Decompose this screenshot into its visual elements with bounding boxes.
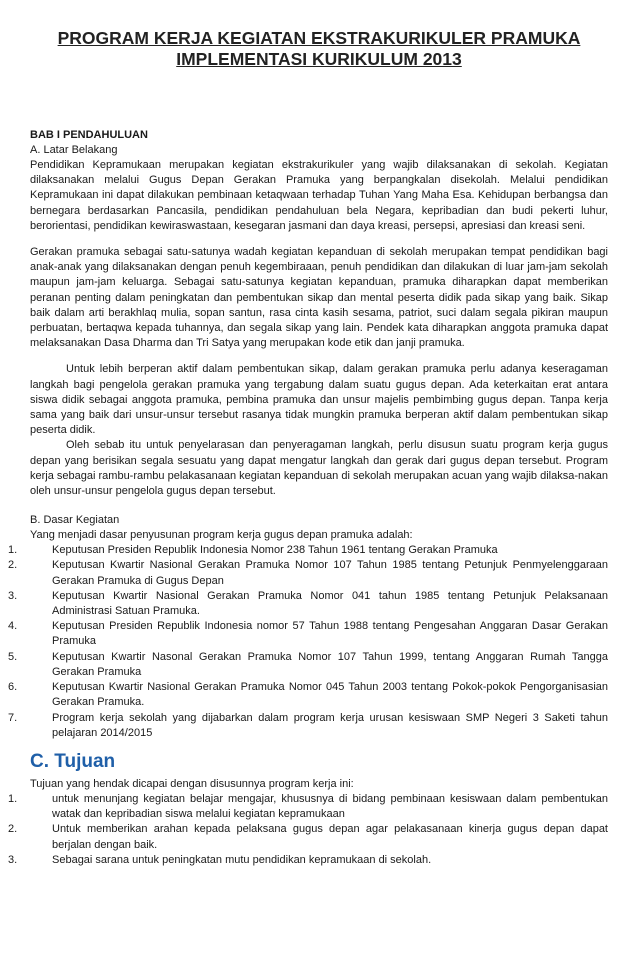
dasar-list <box>8 543 608 741</box>
title-line-1: PROGRAM KERJA KEGIATAN EKSTRAKURIKULER PRAMUKA <box>57 28 581 48</box>
list-item: 7. Program kerja sekolah yang dijabarkan dalam program kerja urusan kesiswaan SMP Negeri 3 Saketi tahun pelajaran 2014/2015 <box>8 711 608 739</box>
list-item: 5. Keputusan Kwartir Nasonal Gerakan Pramuka Nomor 107 Tahun 1999, tentang Anggaran Rumah Tangga Gerakan Pramuka <box>8 650 608 678</box>
section-b-intro: Yang menjadi dasar penyusunan program kerja gugus depan pramuka adalah: <box>30 529 413 542</box>
tujuan-list <box>8 792 608 868</box>
list-item: 2. Keputusan Kwartir Nasional Gerakan Pramuka Nomor 107 Tahun 1985 tentang Petunjuk Penmyelenggaraan Gerakan Pramuka di Gugus Depan <box>8 559 608 587</box>
list-item: 6. Keputusan Kwartir Nasional Gerakan Pramuka Nomor 045 Tahun 2003 tentang Pokok-pokok Pengorganisasian Gerakan Pramuka. <box>8 681 608 709</box>
list-item: 2. Untuk memberikan arahan kepada pelaksana gugus depan agar pelakasanaan kinerja gugus depan dapat berjalan dengan baik. <box>8 823 608 851</box>
section-c-intro: Tujuan yang hendak dicapai dengan disusunnya program kerja ini: <box>30 777 354 790</box>
section-b-heading: B. Dasar Kegiatan <box>30 514 120 527</box>
list-item: 3. Sebagai sarana untuk peningkatan mutu pendidikan kepramukaan di sekolah. <box>8 853 432 866</box>
document-title <box>30 28 608 70</box>
paragraph-3: Untuk lebih berperan aktif dalam pembentukan sikap, dalam gerakan pramuka perlu adanya keseragaman langkah bagi pengelola gerakan pramuka yang tergabung dalam suatu gugus depan. Ada keterkaitan erat antara siswa didik sebagai anggota pramuka, pembina pramuka dan unsur majelis pembimbing gugus depan. Tanpa kerja sama yang baik dari unsur-unsur tersebut rasanya tidak mungkin pramuka berperan aktif dalam pembentukan sikap peserta didik. <box>30 363 608 437</box>
paragraph-2: Gerakan pramuka sebagai satu-satunya wadah kegiatan kepanduan di sekolah merupakan tempat pendidikan bagi anak-anak yang dilaksanakan dengan penuh kegembiraaan, penuh pendidikan dan dilakukan di luar jam-jam sekolah maupun jam-jam keluarga. Sebagai satu-satunya kegiatan kepanduan, pramuka diharapkan dapat memberikan peranan penting dalam peningkatan dan pembentukan sikap dan mental peserta didik pada sikap yang baik. Sikap baik dalam arti berakhlaq mulia, sopan santun, rasa cinta kasih sesama, patriot, suci dalam segala pikiran maupun perbuatan, bertaqwa kepada tuhannya, dan segala sikap yang lain. Pendek kata diharapkan anggota pramuka dapat melaksanakan Dasa Dharma dan Tri Satya yang merupakan kode etik dan janji pramuka. <box>30 246 608 350</box>
list-item: 1. Keputusan Presiden Republik Indonesia Nomor 238 Tahun 1961 tentang Gerakan Pramuka <box>8 544 498 557</box>
section-a-heading: A. Latar Belakang <box>30 144 118 156</box>
paragraph-4: Oleh sebab itu untuk penyelarasan dan penyeragaman langkah, perlu disusun suatu program kerja gugus depan yang berisikan segala sesuatu yang dapat mengatur langkah dan gerak dari gugus depan tersebut. Program kerja sebagai rambu-rambu pelakasanaan kegiatan kepanduan di sekolah merupakan acuan yang wajib dilaksa-nakan oleh unsur-unsur pengelola gugus depan tersebut. <box>30 439 608 498</box>
list-item: 1. untuk menunjang kegiatan belajar mengajar, khususnya di bidang pembinaan kesiswaan dalam pembentukan watak dan kepribadian siswa melalui kegiatan kepramukaan <box>8 792 608 821</box>
paragraph-1: Pendidikan Kepramukaan merupakan kegiatan ekstrakurikuler yang wajib dilaksanakan di sekolah. Kegiatan dilaksanakan melalui Gugus Depan Gerakan Pramuka yang berpangkalan disekolah. Melalui pendidikan Kepramukaan ini dapat dilakukan pembinaan ketaqwaan terhadap Tuhan Yang Maha Esa. Kehidupan berbangsa dan bernegara berdasarkan Pancasila, pendidikan pendahuluan bela Negara, kepribadian dan budi pekerti luhur, berorientasi, pendidikan kewiraswastaan, kesegaran jasmani dan daya kreasi, persepsi, apresiasi dan kreasi seni. <box>30 159 608 232</box>
list-item: 4. Keputusan Presiden Republik Indonesia nomor 57 Tahun 1988 tentang Pengesahan Anggaran Dasar Gerakan Pramuka <box>8 620 608 648</box>
section-c-heading: C. Tujuan <box>30 750 116 772</box>
title-line-2: IMPLEMENTASI KURIKULUM 2013 <box>176 49 462 69</box>
chapter-heading: BAB I PENDAHULUAN <box>30 129 148 141</box>
list-item: 3. Keputusan Kwartir Nasional Gerakan Pramuka Nomor 041 tahun 1985 tentang Petunjuk Pelaksanaan Administrasi Satuan Pramuka. <box>8 589 608 618</box>
